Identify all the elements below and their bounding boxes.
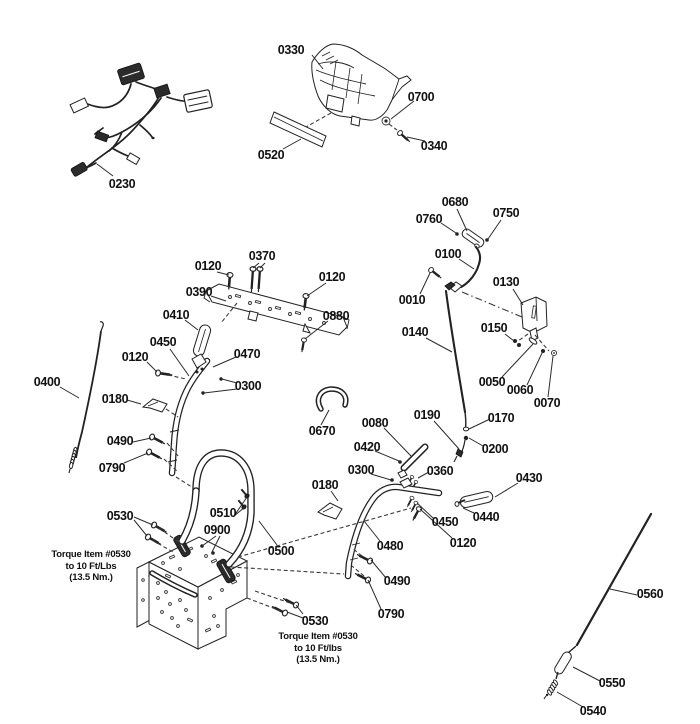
part-label-0010-9: 0010 — [398, 293, 426, 307]
speed-lever-linkage — [428, 227, 557, 462]
part-label-0490-28: 0490 — [106, 434, 134, 448]
part-label-0470-25: 0470 — [233, 347, 261, 361]
part-label-0670-30: 0670 — [308, 424, 336, 438]
part-label-0700-2: 0700 — [407, 90, 435, 104]
part-label-0510-47: 0510 — [209, 506, 237, 520]
part-label-0530-50: 0530 — [301, 614, 329, 628]
right-handle-assembly — [318, 389, 494, 584]
part-label-0390-18: 0390 — [185, 285, 213, 299]
torque-note-1: Torque Item #0530 to 10 Ft/Lbs (13.5 Nm.) — [51, 548, 131, 583]
part-label-0330-1: 0330 — [277, 43, 305, 57]
part-label-0100-8: 0100 — [434, 247, 462, 261]
part-label-0120-19: 0120 — [318, 270, 346, 284]
part-label-0180-27: 0180 — [101, 392, 129, 406]
part-label-0070-15: 0070 — [533, 396, 561, 410]
part-label-0450-41: 0450 — [431, 515, 459, 529]
left-handle-assembly — [143, 324, 223, 489]
part-label-0080-31: 0080 — [361, 416, 389, 430]
part-label-0200-35: 0200 — [481, 442, 509, 456]
part-label-0540-53: 0540 — [579, 704, 607, 718]
part-label-0790-45: 0790 — [377, 607, 405, 621]
part-label-0130-10: 0130 — [492, 275, 520, 289]
part-label-0340-3: 0340 — [420, 139, 448, 153]
part-label-0370-17: 0370 — [248, 249, 276, 263]
part-label-0300-36: 0300 — [347, 463, 375, 477]
console-cover-part — [312, 44, 411, 126]
part-label-0490-44: 0490 — [383, 574, 411, 588]
part-label-0120-16: 0120 — [194, 259, 222, 273]
part-label-0170-34: 0170 — [487, 411, 515, 425]
part-label-0680-5: 0680 — [441, 195, 469, 209]
part-label-0180-38: 0180 — [311, 478, 339, 492]
part-label-0880-20: 0880 — [322, 309, 350, 323]
part-label-0560-51: 0560 — [636, 587, 664, 601]
part-label-0430-39: 0430 — [515, 471, 543, 485]
part-label-0440-40: 0440 — [472, 510, 500, 524]
torque-note-2: Torque Item #0530 to 10 Ft/lbs (13.5 Nm.) — [278, 630, 358, 665]
part-label-0150-12: 0150 — [480, 321, 508, 335]
part-label-0190-33: 0190 — [413, 408, 441, 422]
dash-panel-part — [204, 266, 349, 352]
part-label-0760-6: 0760 — [415, 212, 443, 226]
part-label-0500-49: 0500 — [267, 544, 295, 558]
part-label-0120-42: 0120 — [449, 536, 477, 550]
part-label-0360-37: 0360 — [426, 464, 454, 478]
part-label-0120-23: 0120 — [121, 350, 149, 364]
cable-rod-left — [69, 322, 103, 473]
part-label-0790-29: 0790 — [98, 461, 126, 475]
part-label-0480-43: 0480 — [376, 539, 404, 553]
part-label-0750-7: 0750 — [492, 206, 520, 220]
trim-strip-part — [270, 112, 326, 147]
part-label-0420-32: 0420 — [353, 440, 381, 454]
part-label-0060-14: 0060 — [506, 383, 534, 397]
part-label-0050-13: 0050 — [478, 375, 506, 389]
part-label-0530-46: 0530 — [106, 509, 134, 523]
part-label-0450-22: 0450 — [149, 335, 177, 349]
part-label-0230-0: 0230 — [108, 177, 136, 191]
cable-rod-right — [544, 514, 651, 699]
part-label-0410-21: 0410 — [162, 308, 190, 322]
part-label-0900-48: 0900 — [203, 523, 231, 537]
part-label-0300-26: 0300 — [234, 379, 262, 393]
lower-handle-and-panel — [137, 453, 411, 649]
part-label-0400-24: 0400 — [33, 375, 61, 389]
part-label-0520-4: 0520 — [257, 148, 285, 162]
part-label-0550-52: 0550 — [598, 676, 626, 690]
wire-harness-part — [70, 63, 213, 177]
part-label-0140-11: 0140 — [401, 325, 429, 339]
